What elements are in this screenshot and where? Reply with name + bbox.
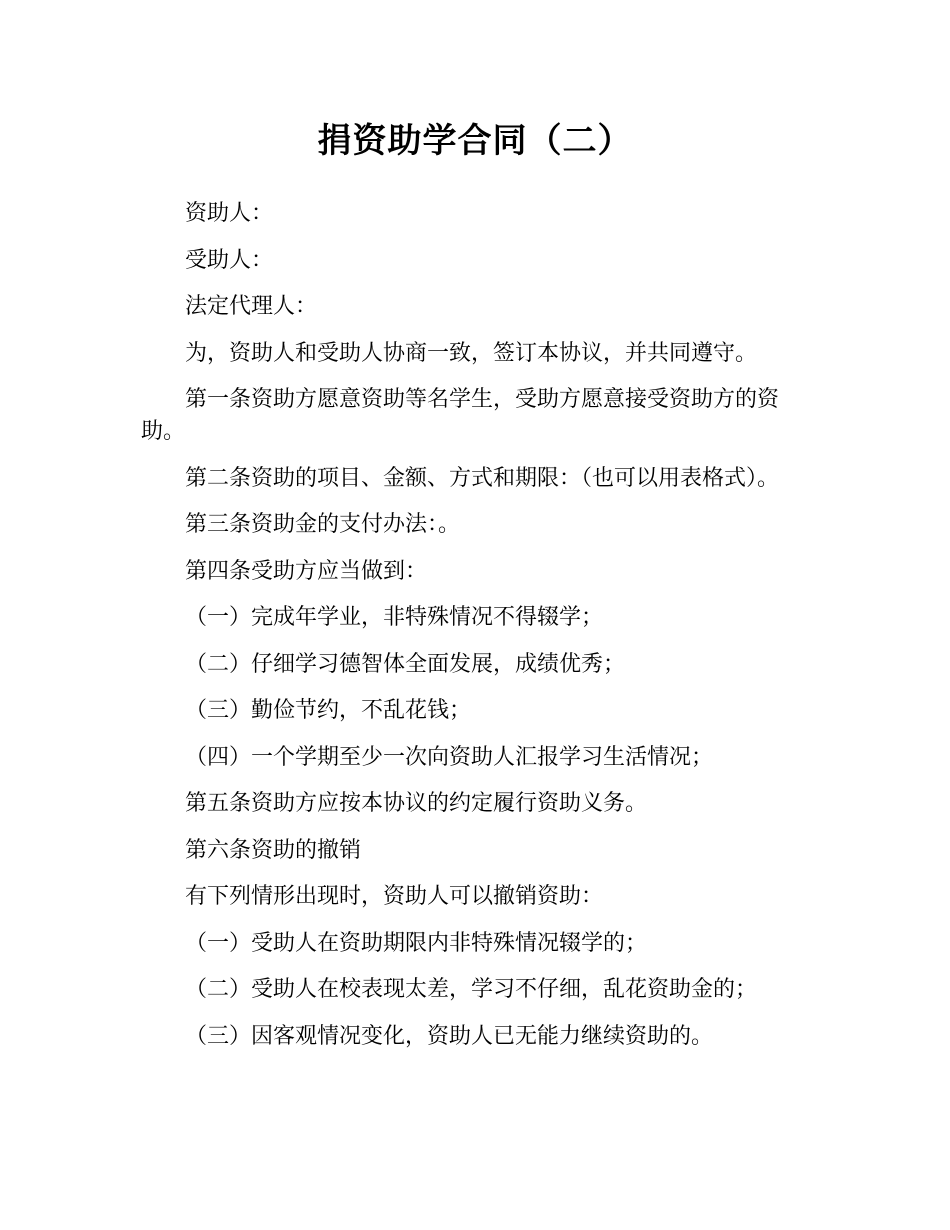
paragraph-article-6-item-2: （二）受助人在校表现太差，学习不仔细，乱花资助金的； (185, 977, 758, 1002)
paragraph-article-4-item-3: （三）勤俭节约，不乱花钱； (185, 698, 472, 723)
paragraph-preamble: 为，资助人和受助人协商一致，签订本协议，并共同遵守。 (185, 340, 758, 366)
paragraph-sponsor: 资助人： (185, 201, 274, 226)
paragraph-article-6-intro: 有下列情形出现时，资助人可以撤销资助： (185, 884, 604, 909)
paragraph-article-6-item-1: （一）受助人在资助期限内非特殊情况辍学的； (185, 930, 648, 956)
document-body (141, 198, 821, 1067)
paragraph-recipient: 受助人： (185, 247, 274, 273)
paragraph-article-6: 第六条资助的撤销 (185, 837, 362, 863)
paragraph-legal-agent: 法定代理人： (185, 294, 318, 319)
paragraph-article-1: 第一条资助方愿意资助等名学生，受助方愿意接受资助方的资助。 (141, 387, 780, 444)
paragraph-article-4-item-1: （一）完成年学业，非特殊情况不得辍学； (185, 605, 604, 630)
paragraph-article-4-item-2: （二）仔细学习德智体全面发展，成绩优秀； (185, 651, 626, 677)
paragraph-article-4: 第四条受助方应当做到： (185, 558, 428, 584)
paragraph-article-2: 第二条资助的项目、金额、方式和期限：（也可以用表格式）。 (185, 465, 780, 491)
paragraph-article-6-item-3: （三）因客观情况变化，资助人已无能力继续资助的。 (185, 1023, 714, 1049)
document-title: 捐资助学合同（二） (317, 121, 633, 161)
paragraph-article-4-item-4: （四）一个学期至少一次向资助人汇报学习生活情况； (185, 744, 714, 770)
paragraph-article-3: 第三条资助金的支付办法：。 (185, 512, 461, 537)
paragraph-article-5: 第五条资助方应按本协议的约定履行资助义务。 (185, 791, 648, 816)
